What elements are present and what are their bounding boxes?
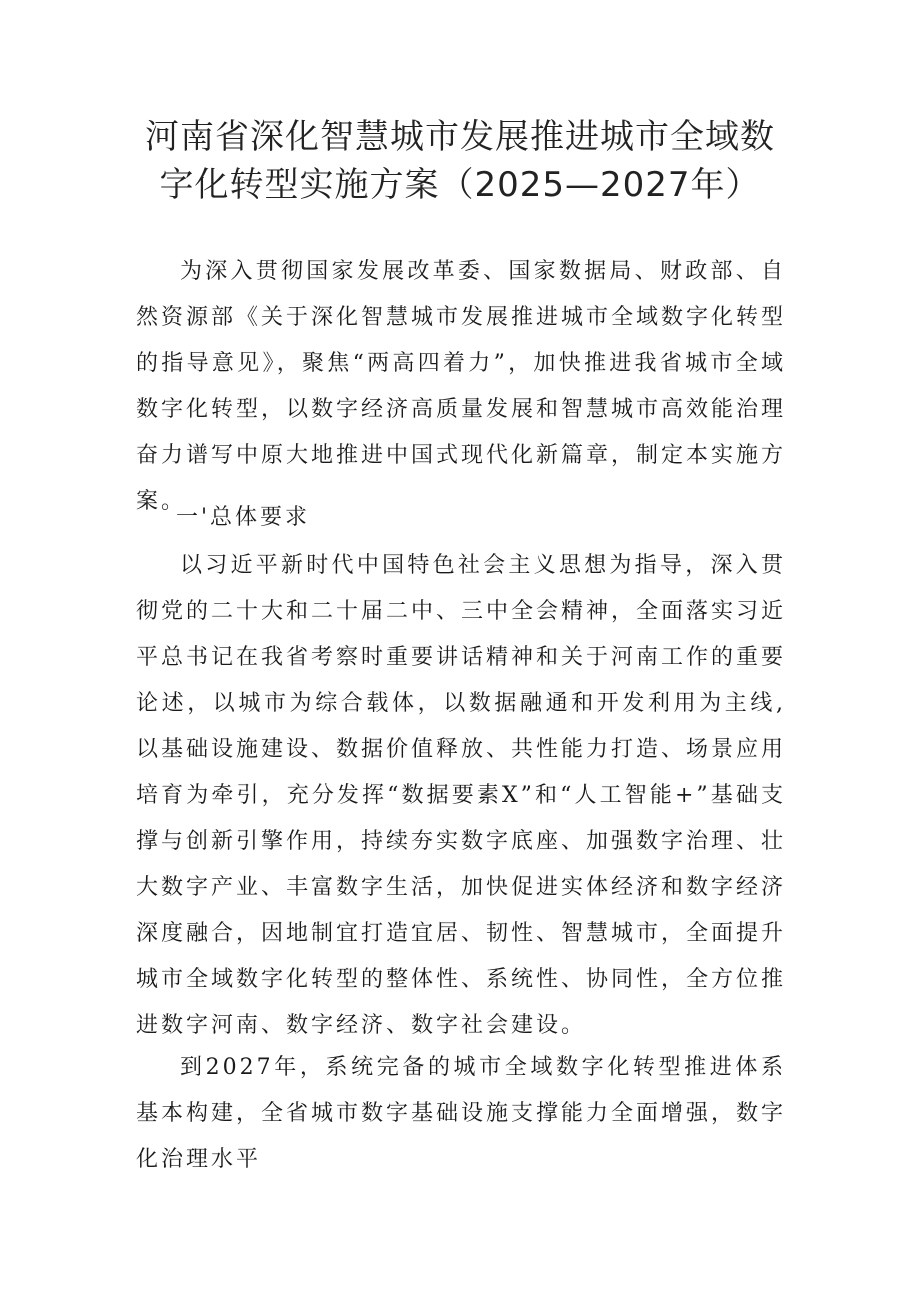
document-title-line-1: 河南省深化智慧城市发展推进城市全域数 (145, 117, 775, 157)
section-heading: 一'总体要求 (176, 505, 311, 530)
goals-paragraph: 到2027年，系统完备的城市全域数字化转型推进体系基本构建，全省城市数字基础设施支撑能力全面增强，数字化治理水平 (136, 1055, 787, 1172)
document-title-line-2: 字化转型实施方案（2025—2027年） (159, 165, 761, 205)
intro-paragraph: 为深入贯彻国家发展改革委、国家数据局、财政部、自然资源部《关于深化智慧城市发展推进城市全域数字化转型的指导意见》，聚焦“两高四着力”，加快推进我省城市全域数字化转型，以数字经济高质量发展和智慧城市高效能治理奋力谱写中原大地推进中国式现代化新篇章，制定本实施方案。 (136, 259, 787, 514)
general-requirements-paragraph: 以习近平新时代中国特色社会主义思想为指导，深入贯彻党的二十大和二十届二中、三中全会精神，全面落实习近平总书记在我省考察时重要讲话精神和关于河南工作的重要论述，以城市为综合载体，以数据融通和开发利用为主线,以基础设施建设、数据价值释放、共性能力打造、场景应用培育为牵引，充分发挥“数据要素X”和“人工智能+”基础支撑与创新引擎作用，持续夯实数字底座、加强数字治理、壮大数字产业、丰富数字生活，加快促进实体经济和数字经济深度融合，因地制宜打造宜居、韧性、智慧城市，全面提升城市全域数字化转型的整体性、系统性、协同性，全方位推进数字河南、数字经济、数字社会建设。 (136, 553, 787, 1038)
